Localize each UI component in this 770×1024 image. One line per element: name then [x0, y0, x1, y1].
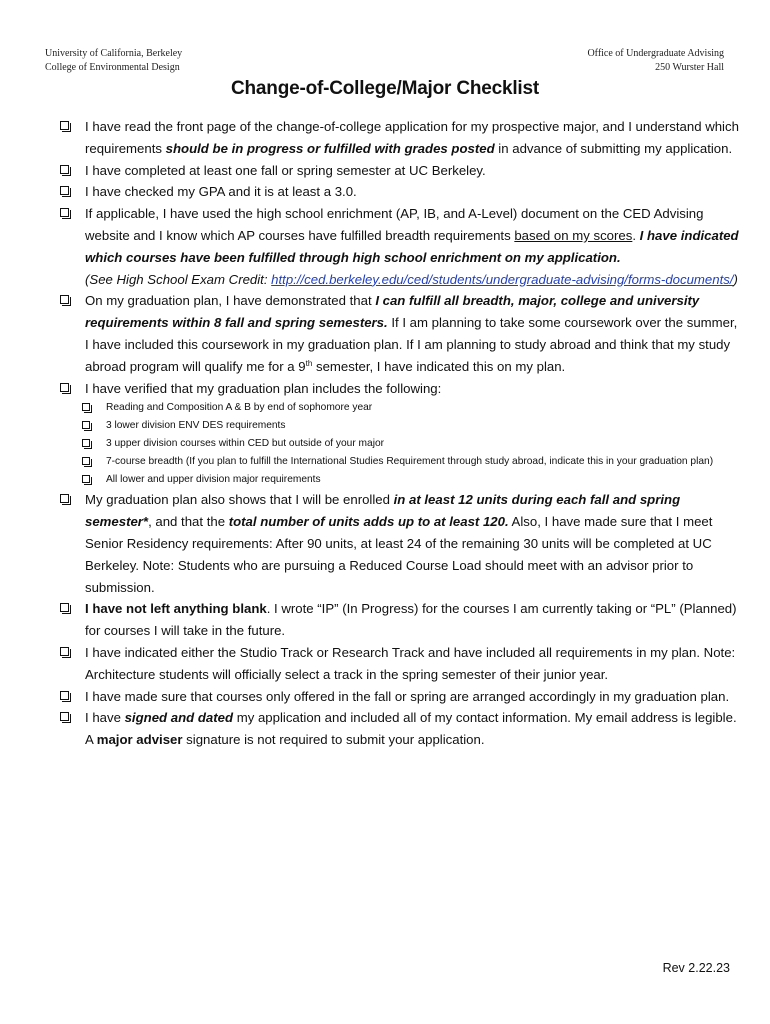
checkbox[interactable] [60, 165, 69, 174]
checkbox[interactable] [60, 208, 69, 217]
checklist-item-semester: I have completed at least one fall or spring semester at UC Berkeley. [60, 160, 740, 182]
checklist-item-no-blanks: I have not left anything blank. I wrote “IP” (In Progress) for the courses I am currently taking or “PL” (Planned) for courses I will take in the future. [60, 598, 740, 642]
subitem-lower-division: 3 lower division ENV DES requirements [82, 417, 740, 435]
plan-requirements-sublist [82, 399, 740, 489]
checkbox[interactable] [82, 439, 90, 447]
checkbox[interactable] [82, 475, 90, 483]
revision-label: Rev 2.22.23 [662, 961, 730, 975]
checkbox[interactable] [82, 403, 90, 411]
checklist-item-units: My graduation plan also shows that I will be enrolled in at least 12 units during each fall and spring semester*, and that the total number of units adds up to at least 120. Also, I have made sure that I meet Senior Residency requirements: After 90 units, at least 24 of the remaining 30 units will be completed at UC Berkeley. Note: Students who are pursuing a Reduced Course Load should meet with an advisor prior to submission. [60, 489, 740, 598]
checkbox[interactable] [60, 603, 69, 612]
subitem-major-requirements: All lower and upper division major requirements [82, 471, 740, 489]
university-name: University of California, Berkeley [45, 48, 183, 59]
checklist-item-enrichment: If applicable, I have used the high school enrichment (AP, IB, and A-Level) document on the CED Advising website and I know which AP courses have fulfilled breadth requirements based on my scores. I have indicated which courses have been fulfilled through high school enrichment on my application. (See High School Exam Credit: http://ced.berkeley.edu/ced/students/undergraduate-advising/forms-documents/) [60, 203, 740, 290]
checklist-item-signed: I have signed and dated my application and included all of my contact information. My email address is legible. A major adviser signature is not required to submit your application. [60, 707, 740, 751]
office-name: Office of Undergraduate Advising [587, 48, 724, 59]
checkbox[interactable] [82, 421, 90, 429]
checkbox[interactable] [60, 691, 69, 700]
checklist-item-gpa: I have checked my GPA and it is at least a 3.0. [60, 181, 740, 203]
checkbox[interactable] [60, 383, 69, 392]
checkbox[interactable] [60, 295, 69, 304]
checkbox[interactable] [60, 712, 69, 721]
subitem-breadth: 7-course breadth (If you plan to fulfill the International Studies Requirement through study abroad, indicate this in your graduation plan) [82, 453, 740, 471]
checkbox[interactable] [60, 186, 69, 195]
college-name: College of Environmental Design [45, 62, 180, 73]
checklist-item-graduation-plan: On my graduation plan, I have demonstrated that I can fulfill all breadth, major, college and university requirements within 8 fall and spring semesters. If I am planning to take some coursework over the summer, I have included this coursework in my graduation plan. If I am planning to study abroad and think that my study abroad program will qualify me for a 9th semester, I have indicated this on my plan. [60, 290, 740, 377]
checkbox[interactable] [60, 121, 69, 130]
checkbox[interactable] [60, 647, 69, 656]
checkbox[interactable] [82, 457, 90, 465]
checklist-item-track: I have indicated either the Studio Track or Research Track and have included all requirements in my plan. Note: Architecture students will officially select a track in the spring semester of their junior year. [60, 642, 740, 686]
subitem-upper-division: 3 upper division courses within CED but outside of your major [82, 435, 740, 453]
checklist-item-plan-includes: I have verified that my graduation plan includes the following: [60, 378, 740, 400]
subitem-reading-composition: Reading and Composition A & B by end of sophomore year [82, 399, 740, 417]
checkbox[interactable] [60, 494, 69, 503]
exam-credit-link[interactable]: http://ced.berkeley.edu/ced/students/undergraduate-advising/forms-documents/ [271, 271, 734, 287]
checklist-item-seasonal-courses: I have made sure that courses only offered in the fall or spring are arranged accordingly in my graduation plan. [60, 686, 740, 708]
office-header [587, 47, 724, 75]
checklist [60, 116, 740, 751]
institution-header [45, 47, 182, 75]
checklist-item-front-page: I have read the front page of the change-of-college application for my prospective major, and I understand which requirements should be in progress or fulfilled with grades posted in advance of submitting my application. [60, 116, 740, 160]
office-address: 250 Wurster Hall [655, 62, 724, 73]
page-title: Change-of-College/Major Checklist [231, 78, 539, 99]
